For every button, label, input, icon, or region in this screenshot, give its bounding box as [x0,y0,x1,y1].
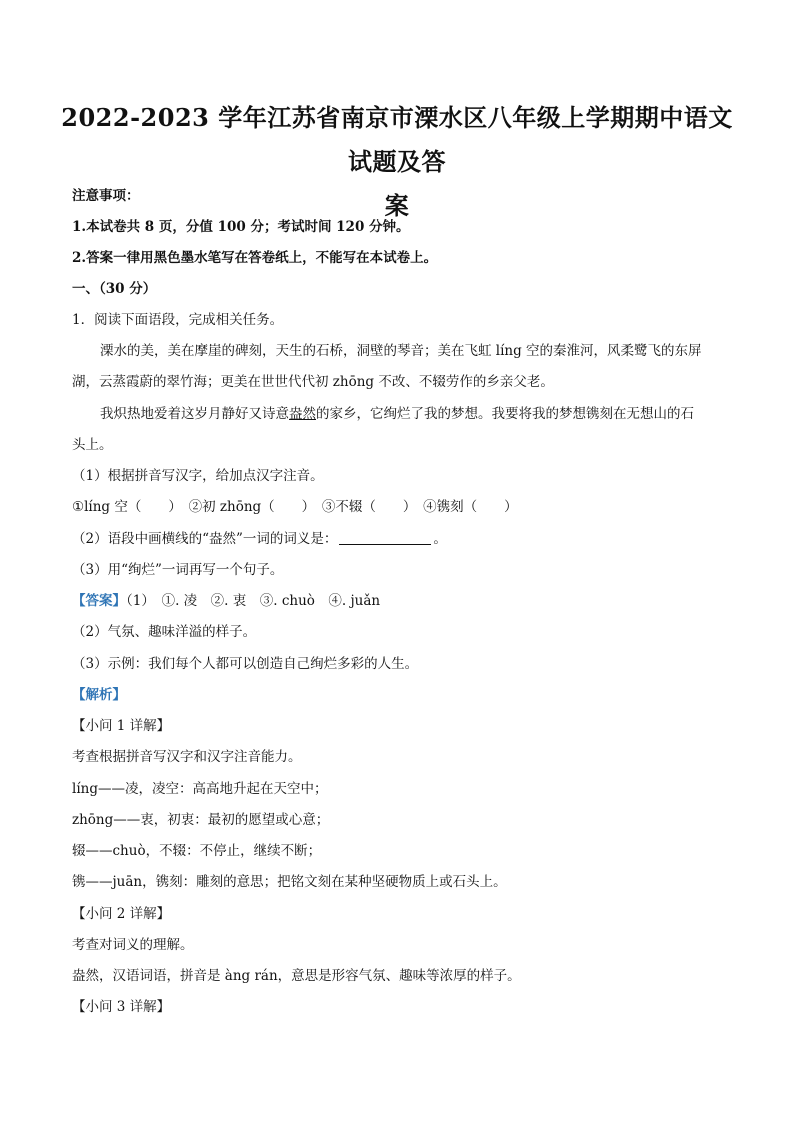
sub-question-2 [72,529,732,549]
question-stem: 1．阅读下面语段，完成相关任务。 [72,312,284,328]
passage-para1-line2: 湖，云蒸霞蔚的翠竹海；更美在世世代代初 zhōng 不改、不辍劳作的乡亲父老。 [72,374,554,390]
analysis-s1-line4: 辍——chuò，不辍：不停止，继续不断； [72,843,322,859]
notice-item-1: 1.本试卷共 8 页，分值 100 分；考试时间 120 分钟。 [72,219,410,235]
sub-question-1: （1）根据拼音写汉字，给加点汉字注音。 [72,468,324,484]
sub-question-1-items: ①líng 空（ ） ②初 zhōng（ ） ③不辍（ ） ④镌刻（ ） [72,499,518,515]
passage-para2-line1 [100,404,732,424]
para2-text-pre: 我炽热地爱着这岁月静好又诗意 [100,406,289,422]
analysis-s1-line5: 镌——juān，镌刻：雕刻的意思；把铭文刻在某种坚硬物质上或石头上。 [72,874,507,890]
analysis-s1-line3: zhōng——衷，初衷：最初的愿望或心意； [72,812,330,828]
answer-line-2: （2）气氛、趣味洋溢的样子。 [72,624,257,640]
answer-label: 【答案】 [72,593,126,609]
para2-text-post: 的家乡，它绚烂了我的梦想。我要将我的梦想镌刻在无想山的石 [316,406,694,422]
analysis-s1-line2: líng——凌，凌空：高高地升起在天空中； [72,781,328,797]
answer-1: （1） ①. 凌 ②. 衷 ③. chuò ④. juǎn [126,593,381,609]
answer-line-3: （3）示例：我们每个人都可以创造自己绚烂多彩的人生。 [72,656,419,672]
passage-para1-line1: 溧水的美，美在摩崖的碑刻，天生的石桥，洞壁的琴音；美在飞虹 líng 空的秦淮河，风柔鹭飞的东屏 [100,343,702,359]
analysis-s1-heading: 【小问 1 详解】 [72,718,171,734]
title-line-2: 案 [384,191,410,220]
notice-heading: 注意事项： [72,188,140,204]
passage-para2-line2: 头上。 [72,437,113,453]
sub2-end: 。 [433,531,447,547]
para2-underlined-word: 盎然 [289,406,316,422]
analysis-s3-heading: 【小问 3 详解】 [72,999,171,1015]
section-heading: 一、（30 分） [72,281,157,297]
sub2-text: （2）语段中画横线的“盎然”一词的词义是： [72,531,338,547]
answer-blank [339,530,431,545]
analysis-s2-line1: 考查对词义的理解。 [72,937,194,953]
sub-question-3: （3）用“绚烂”一词再写一个句子。 [72,562,284,578]
analysis-s2-line2: 盎然，汉语词语，拼音是 àng rán，意思是形容气氛、趣味等浓厚的样子。 [72,968,521,984]
analysis-s2-heading: 【小问 2 详解】 [72,906,171,922]
title-line-1: 2022-2023 学年江苏省南京市溧水区八年级上学期期中语文试题及答 [61,103,733,176]
analysis-s1-line1: 考查根据拼音写汉字和汉字注音能力。 [72,749,302,765]
notice-item-2: 2.答案一律用黑色墨水笔写在答卷纸上，不能写在本试卷上。 [72,250,438,266]
document-title [60,96,734,228]
answer-line-1 [72,591,732,611]
analysis-label: 【解析】 [72,687,126,703]
